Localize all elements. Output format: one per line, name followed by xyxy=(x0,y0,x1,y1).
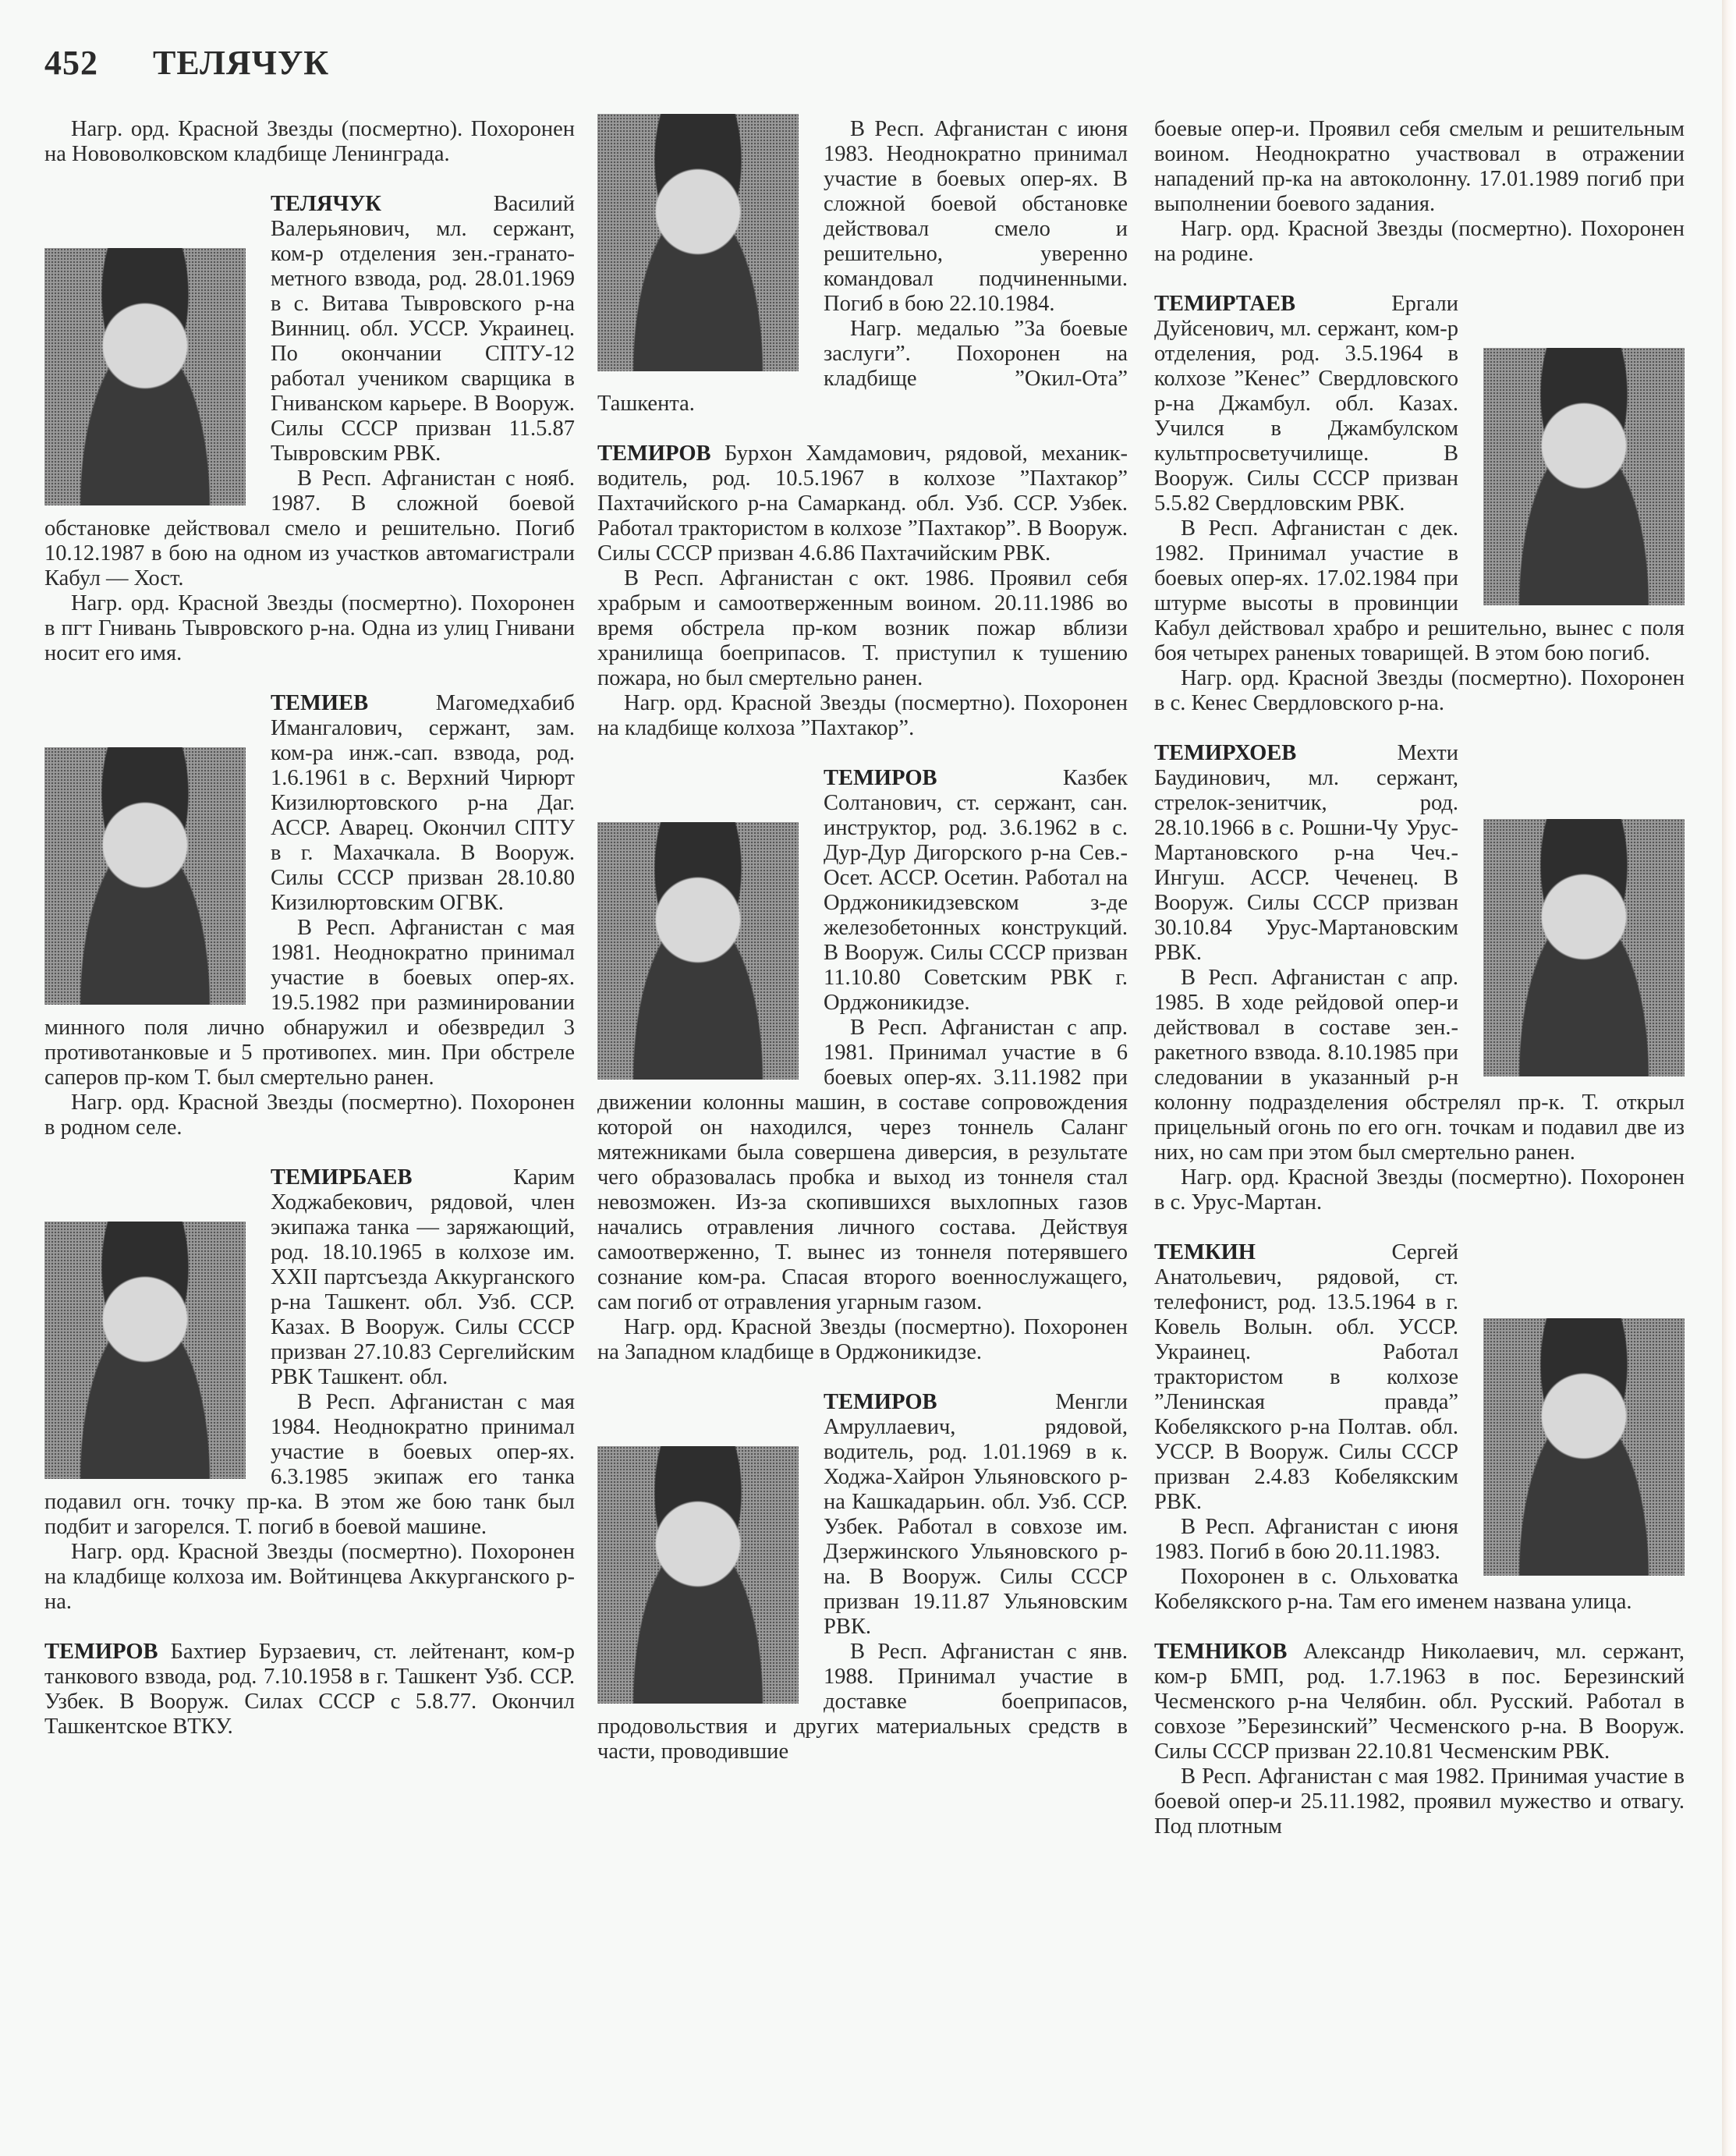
column-middle xyxy=(597,117,1128,1789)
paragraph: В Респ. Афганистан с окт. 1986. Проявил себя храбрым и самоотверженным воином. 20.11.1986 во время обстрела пр-ком возник пожар вблизи хранилища боеприпасов. Т. приступил к тушению пожара, но был смертельно ранен. xyxy=(597,566,1128,690)
entry-lead: ТЕМИРБАЕВ Карим Ходжабекович, рядовой, член экипажа танка — заряжающий, род. 18.10.1965 в колхозе им. XXII партсъезда Аккурганского р-на Ташкент. обл. Узб. ССР. Казах. В Вооруж. Силы СССР призван 27.10.83 Сергелийским РВК Ташкент. обл. xyxy=(271,1165,575,1389)
entry-continuation xyxy=(597,117,1128,417)
entry-lead: ТЕМИЕВ Магомедхабиб Имангалович, сержант, зам. ком-ра инж.-сап. взвода, род. 1.6.1961 в с. Верхний Чирюрт Кизилюртовского р-на Даг. АССР. Аварец. Окончил СПТУ в г. Махачкала. В Вооруж. Силы СССР призван 28.10.80 Кизилюртовским ОГВК. xyxy=(271,691,575,915)
paragraph: Нагр. орд. Красной Звезды (посмертно). Похоронен в пгт Гнивань Тывровского р-на. Одна из улиц Гнивани носит его имя. xyxy=(44,591,575,665)
column-left xyxy=(44,117,575,1764)
entry-surname: ТЕМИРТАЕВ xyxy=(1154,292,1296,316)
entry-temiev xyxy=(44,691,575,1140)
entry-continuation xyxy=(44,117,575,167)
entry-continuation xyxy=(1154,117,1685,267)
paragraph: Нагр. орд. Красной Звезды (посмертно). Похоронен на кладбище колхоза ”Пахтакор”. xyxy=(597,691,1128,740)
paragraph: В Респ. Афганистан с апр. 1981. Принимал участие в 6 боевых опер-ях. 3.11.1982 при движении колонны машин, в составе сопровождения которой он находился, через тоннель Саланг мятежниками была совершена диверсия, в результате чего образовалась пробка и выход из тоннеля стал невозможен. Из-за скопившихся выхлопных газов начались отравления личного состава. Действуя самоотверженно, Т. вынес из тоннеля потерявшего сознание ком-ра. Спасая второго военнослужащего, сам погиб от отравления угарным газом. xyxy=(597,1016,1128,1314)
entry-surname: ТЕМИРХОЕВ xyxy=(1154,741,1297,765)
entry-temirov-bakhtier xyxy=(44,1640,575,1739)
entry-surname: ТЕМИЕВ xyxy=(271,691,369,715)
paragraph: В Респ. Афганистан с июня 1983. Неоднократно принимал участие в боевых опер-ях. В сложной боевой обстановке действовал смело и решительно, уверенно командовал подчиненными. Погиб в бою 22.10.1984. xyxy=(824,117,1128,316)
entry-surname: ТЕМКИН xyxy=(1154,1240,1256,1264)
entry-temkin xyxy=(1154,1240,1685,1615)
column-right xyxy=(1154,117,1685,1864)
page-edge-shadow xyxy=(1722,0,1736,2156)
portrait-photo xyxy=(1483,1318,1685,1576)
paragraph: В Респ. Афганистан с июня 1983. Погиб в бою 20.11.1983. xyxy=(1154,1515,1458,1564)
entry-lead: ТЕМИРОВ Бахтиер Бурзаевич, ст. лейтенант, ком-р танкового взвода, род. 7.10.1958 в г. Ташкент Узб. ССР. Узбек. В Вооруж. Силах СССР с 5.8.77. Окончил Ташкентское ВТКУ. xyxy=(44,1640,575,1739)
paragraph: Нагр. орд. Красной Звезды (посмертно). Похоронен на родине. xyxy=(1154,217,1685,266)
paragraph: В Респ. Афганистан с апр. 1985. В ходе рейдовой опер-и действовал в составе зен.-ракетного взвода. 8.10.1985 при следовании в указанный р-н колонну подразделения обстрелял пр-к. Т. открыл прицельный огонь по его огн. точкам и подавил две из них, но сам при этом был смертельно ранен. xyxy=(1154,966,1685,1165)
paragraph: Нагр. медалью ”За боевые заслуги”. Похоронен на кладбище ”Окил-Ота” Ташкента. xyxy=(597,317,1128,416)
paragraph: В Респ. Афганистан с мая 1981. Неоднократно принимал участие в боевых опер-ях. 19.5.1982 при разминировании минного поля лично обнаружил и обезвредил 3 противотанковые и 5 противопех. мин. При обстреле саперов пр-ком Т. был смертельно ранен. xyxy=(44,916,575,1090)
paragraph: В Респ. Афганистан с дек. 1982. Принимал участие в боевых опер-ях. 17.02.1984 при штурме высоты в провинции Кабул действовал храбро и решительно, вынес с поля боя четырех раненых товарищей. В этом бою погиб. xyxy=(1154,516,1685,665)
entry-lead: ТЕМИРОВ Бурхон Хамдамович, рядовой, механик-водитель, род. 10.5.1967 в колхозе ”Пахтакор” Пахтачийского р-на Самарканд. обл. Узб. ССР. Узбек. Работал трактористом в колхозе ”Пахтакор”. В Вооруж. Силы СССР призван 4.6.86 Пахтачийским РВК. xyxy=(597,441,1128,566)
page-number: 452 xyxy=(44,44,98,82)
paragraph: боевые опер-и. Проявил себя смелым и решительным воином. Неоднократно участвовал в отражении нападений пр-ка на автоколонну. 17.01.1989 погиб при выполнении боевого задания. xyxy=(1154,117,1685,216)
paragraph: Нагр. орд. Красной Звезды (посмертно). Похоронен на кладбище колхоза им. Войтинцева Аккурганского р-на. xyxy=(44,1540,575,1614)
entry-surname: ТЕМНИКОВ xyxy=(1154,1640,1288,1664)
entry-lead: ТЕЛЯЧУК Василий Валерьянович, мл. сержант, ком-р отделения зен.-гранато-метного взвода, род. 28.01.1969 в с. Витава Тывровского р-на Винниц. обл. УССР. Украинец. По окончании СПТУ-12 работал учеником сварщика в Гниванском карьере. В Вооруж. Силы СССР призван 11.5.87 Тывровским РВК. xyxy=(271,192,575,466)
paragraph: Нагр. орд. Красной Звезды (посмертно). Похоронен в с. Урус-Мартан. xyxy=(1154,1165,1685,1215)
entry-temirbaev xyxy=(44,1165,575,1615)
entry-telyachuk xyxy=(44,192,575,666)
entry-lead: ТЕМИРОВ Менгли Амруллаевич, рядовой, водитель, род. 1.01.1969 в к. Ходжа-Хайрон Ульяновского р-на Кашкадарьин. обл. Узб. ССР. Узбек. Работал в совхозе им. Дзержинского Ульяновского р-на. В Вооруж. Силы СССР призван 19.11.87 Ульяновским РВК. xyxy=(824,1390,1128,1639)
paragraph: Нагр. орд. Красной Звезды (посмертно). Похоронен в родном селе. xyxy=(44,1090,575,1140)
entry-surname: ТЕМИРОВ xyxy=(824,766,937,790)
running-head: ТЕЛЯЧУК xyxy=(153,44,330,82)
entry-surname: ТЕЛЯЧУК xyxy=(271,192,381,216)
entry-surname: ТЕМИРОВ xyxy=(824,1390,937,1414)
entry-lead: ТЕМНИКОВ Александр Николаевич, мл. сержант, ком-р БМП, род. 1.7.1963 в пос. Березинский Чесменского р-на Челябин. обл. Русский. Работал в совхозе ”Березинский” Чесменского р-на. В Вооруж. Силы СССР призван 22.10.81 Чесменским РВК. xyxy=(1154,1640,1685,1764)
paragraph: Нагр. орд. Красной Звезды (посмертно). Похоронен на Нововолковском кладбище Ленинграда. xyxy=(44,117,575,166)
paragraph: В Респ. Афганистан с мая 1984. Неоднократно принимал участие в боевых опер-ях. 6.3.1985 экипаж его танка подавил огн. точку пр-ка. В этом же бою танк был подбит и загорелся. Т. погиб в боевой машине. xyxy=(44,1390,575,1539)
paragraph: Нагр. орд. Красной Звезды (посмертно). Похоронен в с. Кенес Свердловского р-на. xyxy=(1154,666,1685,715)
entry-temirov-burkhon xyxy=(597,441,1128,741)
portrait-photo xyxy=(1483,819,1685,1076)
portrait-photo xyxy=(597,1446,799,1704)
page-header xyxy=(44,43,329,83)
entry-temnikov xyxy=(1154,1640,1685,1839)
portrait-photo xyxy=(1483,348,1685,605)
entry-temirkhoev xyxy=(1154,741,1685,1215)
portrait-photo xyxy=(44,1222,246,1479)
entry-lead: ТЕМИРОВ Казбек Солтанович, ст. сержант, сан. инструктор, род. 3.6.1962 в с. Дур-Дур Дигорского р-на Сев.-Осет. АССР. Осетин. Работал на Орджоникидзевском з-де железобетонных конструкций. В Вооруж. Силы СССР призван 11.10.80 Советским РВК г. Орджоникидзе. xyxy=(824,766,1128,1015)
paragraph: Похоронен в с. Ольховатка Кобелякского р-на. Там его именем названа улица. xyxy=(1154,1565,1632,1614)
entry-surname: ТЕМИРОВ xyxy=(44,1640,158,1664)
paragraph: В Респ. Афганистан с янв. 1988. Принимал участие в доставке боеприпасов, продовольствия и других материальных средств в части, проводившие xyxy=(597,1640,1128,1764)
paragraph: В Респ. Афганистан с мая 1982. Принимая участие в боевой опер-и 25.11.1982, проявил мужество и отвагу. Под плотным xyxy=(1154,1764,1685,1839)
paragraph: Нагр. орд. Красной Звезды (посмертно). Похоронен на Западном кладбище в Орджоникидзе. xyxy=(597,1315,1128,1364)
entry-temirtaev xyxy=(1154,292,1685,716)
entry-surname: ТЕМИРБАЕВ xyxy=(271,1165,413,1190)
portrait-photo xyxy=(44,248,246,505)
paragraph: В Респ. Афганистан с нояб. 1987. В сложной боевой обстановке действовал смело и решительно. Погиб 10.12.1987 в бою на одном из участков автомагистрали Кабул — Хост. xyxy=(44,466,575,590)
portrait-photo xyxy=(597,822,799,1080)
entry-lead: ТЕМИРТАЕВ Ергали Дуйсенович, мл. сержант, ком-р отделения, род. 3.5.1964 в колхозе ”Кенес” Свердловского р-на Джамбул. обл. Казах. Учился в Джамбулском культпросветучилище. В Вооруж. Силы СССР призван 5.5.82 Свердловским РВК. xyxy=(1154,292,1458,516)
portrait-photo xyxy=(597,114,799,371)
entry-lead: ТЕМИРХОЕВ Мехти Баудинович, мл. сержант, стрелок-зенитчик, род. 28.10.1966 в с. Рошни-Чу Урус-Мартановского р-на Чеч.-Ингуш. АССР. Чеченец. В Вооруж. Силы СССР призван 30.10.84 Урус-Мартановским РВК. xyxy=(1154,741,1458,965)
entry-temirov-kazbek xyxy=(597,766,1128,1365)
entry-lead: ТЕМКИН Сергей Анатольевич, рядовой, ст. телефонист, род. 13.5.1964 в г. Ковель Волын. обл. УССР. Украинец. Работал трактористом в колхозе ”Ленинская правда” Кобелякского р-на Полтав. обл. УССР. В Вооруж. Силы СССР призван 2.4.83 Кобелякским РВК. xyxy=(1154,1240,1458,1514)
entry-surname: ТЕМИРОВ xyxy=(597,441,711,466)
portrait-photo xyxy=(44,747,246,1005)
entry-temirov-mengli xyxy=(597,1390,1128,1764)
